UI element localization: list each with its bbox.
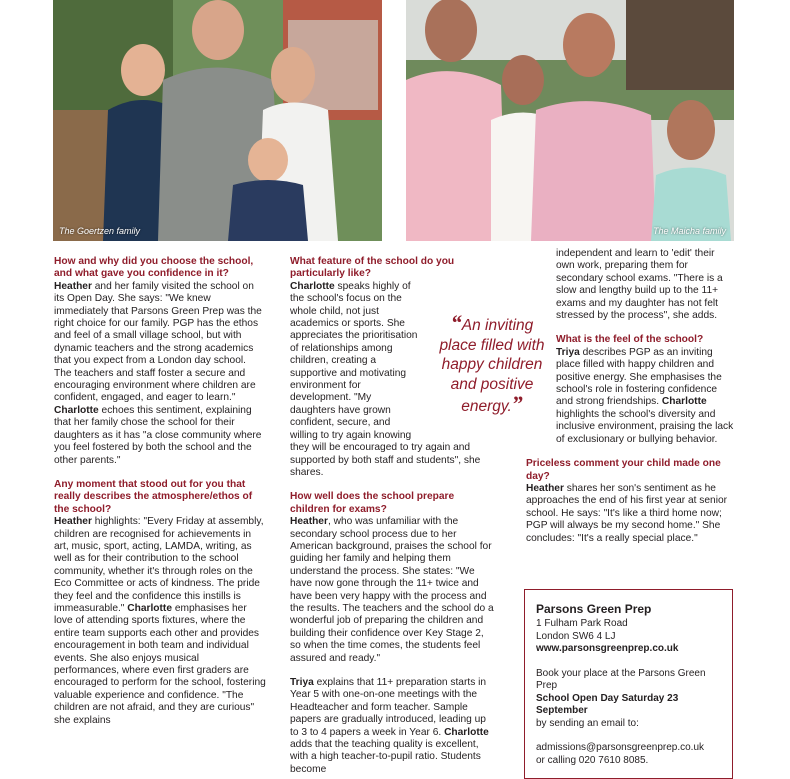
pull-quote-text: An inviting place filled with happy children and positive energy. [439,317,545,415]
name-heather: Heather [526,482,564,494]
email-link[interactable]: admissions@parsonsgreenprep.co.uk [536,742,705,753]
answer-exams-triya [290,677,494,776]
contact-box [524,589,733,779]
name-charlotte: Charlotte [661,396,707,408]
name-charlotte: Charlotte [444,726,489,738]
answer-moment [54,516,266,727]
answer-text: highlights the school's diversity and inclusive environment, praising the lack of exclusionary or bullying behavior. [556,408,734,445]
answer-text: describes PGP as an inviting place filled with happy children and positive energy. She emphasises the school's role in fostering confidence and strong friendships. [556,346,722,408]
phone-text: or calling 020 7610 8085. [536,754,649,766]
open-day-event: School Open Day Saturday 23 September [536,692,679,716]
answer-text: explains that 11+ preparation starts in Year 5 with one-on-one meetings with the Headteacher and form teacher. Sample papers are gradually introduced, leading up to 3 to 4 papers a week in Year 6. [290,677,487,738]
answer-feature-a [290,281,418,442]
answer-text: , who was unfamiliar with the secondary school process due to her American background, praises the school for guiding her family and helping them understand the process. She states: "We have now gone through the 11+ twice and have been very happy with the process and the results. The teachers and the school do a wonderful job of preparing the children and building their confidence over Key Stage 2, so when the time comes, the students feel assured and ready." [290,516,494,664]
answer-text: speaks highly of the school's focus on the whole child, not just academics or sports. She appreciates the prioritisation of relationships among children, creating a supportive and motivating environment for development. "My daughters have grown confident, secure, and willing to try again knowing [290,280,418,441]
school-name: Parsons Green Prep [536,602,652,616]
booking-text: Book your place at the Parsons Green Prep [536,667,706,691]
answer-text: emphasises her love of attending sports fixtures, where the entire team supports each other and provides encouragement in both team and individual events. She also enjoys musical performances, where even first graders are encouraged to perform for the school, fostering valuable experience and confidence. "The children are not afraid, and they are curious" she explains [54,602,266,726]
answer-feature-b: they will be encouraged to try again and supported by both staff and students", she shares. [290,442,481,478]
name-charlotte: Charlotte [127,602,172,614]
question-priceless: Priceless comment your child made one day? [526,458,721,482]
column-3 [526,248,734,545]
address-line-2: London SW6 4 LJ [536,630,616,642]
question-choose-school: How and why did you choose the school, and what gave you confidence in it? [54,256,254,280]
goertzen-family-image [53,0,382,241]
email-instruction: by sending an email to: [536,717,639,729]
answer-text: and her family visited the school on its Open Day. She says: "We knew immediately that Parsons Green Prep was the right choice for our family. PGP has the ethos and feel of a small village school, but with dynamic teachers and the strong academics that you expect from a London day school. The teachers and staff foster a secure and encouraging environment where children are confident, engaged, and eager to learn." [54,280,262,404]
question-feel: What is the feel of the school? [556,334,704,346]
answer-priceless [526,483,734,545]
answer-text: shares her son's sentiment as he approaches the end of his first year at senior school. He says: "It's like a third home now; PGP will always be my second home." She concludes: "It's a really special place." [526,482,728,544]
address-line-1: 1 Fulham Park Road [536,618,628,629]
photo-caption-left: The Goertzen family [59,226,141,236]
photo-caption-right: The Maicha family [652,226,726,236]
name-charlotte: Charlotte [54,404,99,416]
column-1 [54,256,266,727]
name-heather: Heather [54,516,92,528]
answer-exams-heather [290,516,494,665]
answer-text: adds that the teaching quality is excellent, with a high teacher-to-pupil ratio. Students become [290,739,481,775]
name-heather: Heather [290,516,328,528]
question-feature: What feature of the school do you particularly like? [290,256,455,280]
answer-choose-school [54,281,266,467]
name-charlotte: Charlotte [290,280,335,292]
question-exams: How well does the school prepare children for exams? [290,491,455,515]
goertzen-family-photo [53,0,382,241]
question-moment: Any moment that stood out for you that really describes the atmosphere/ethos of the school? [54,478,253,515]
maicha-family-photo [406,0,734,241]
continued-paragraph: independent and learn to 'edit' their own work, preparing them for secondary school exams. "There is a slow and lengthy build up to the 11+ exams and my daughter has not felt stressed by the process", she adds. [556,248,723,322]
maicha-family-image [406,0,734,241]
website-link[interactable]: www.parsonsgreenprep.co.uk [536,643,679,654]
open-quote-mark: “ [450,310,462,335]
answer-text: echoes this sentiment, explaining that her family chose the school for their daughters as it has "a close community where you feel fostered by both the school and the other parents." [54,404,262,466]
answer-text: highlights: "Every Friday at assembly, children are recognised for achievements in art, music, sport, acting, LAMDA, writing, as well as for their contribution to the school community, whether it's through roles on the Eco Committee or acts of kindness. The pride they feel and the confidence this instills is immeasurable." [54,516,264,614]
close-quote-mark: ” [511,391,523,416]
name-triya: Triya [556,346,580,358]
answer-feel [526,347,734,446]
name-heather: Heather [54,280,92,292]
name-triya: Triya [290,677,314,688]
